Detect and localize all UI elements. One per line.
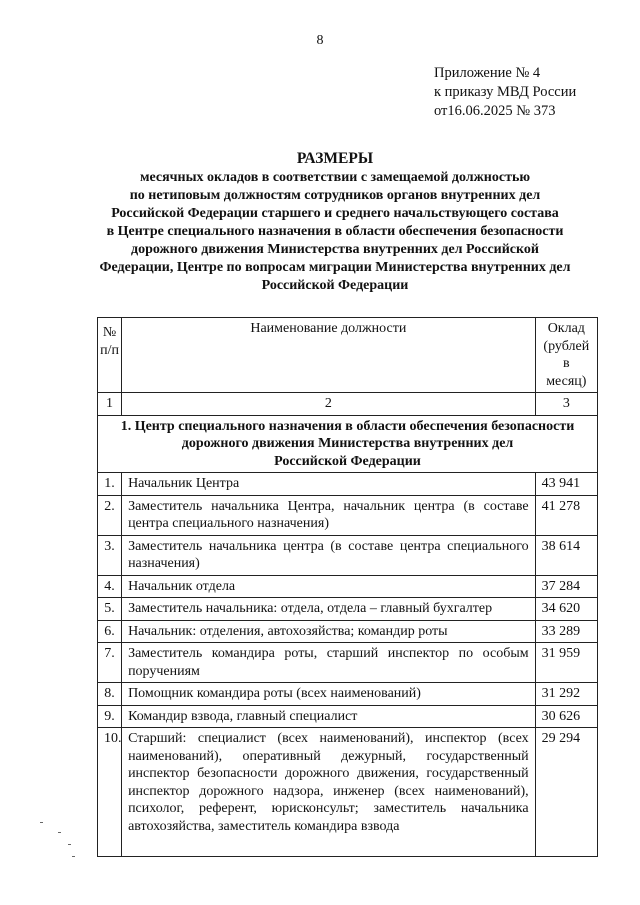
table-row — [98, 598, 598, 621]
table-row — [98, 728, 598, 857]
appendix-line-3: от16.06.2025 № 373 — [434, 103, 556, 119]
position-name: Заместитель командира роты, старший инспектор по особым поручениям — [122, 643, 536, 683]
salary-value: 33 289 — [535, 620, 597, 643]
table-row — [98, 473, 598, 496]
header-salary — [535, 318, 597, 393]
heading-line: Российской Федерации старшего и среднего начальствующего состава — [111, 206, 559, 221]
salary-value: 34 620 — [535, 598, 597, 621]
appendix-line-1: Приложение № 4 — [434, 65, 541, 81]
column-number-row — [98, 393, 598, 416]
heading-line: по нетиповым должностям сотрудников органов внутренних дел — [129, 188, 541, 203]
row-number: 3. — [98, 535, 122, 575]
section-title — [98, 415, 598, 473]
document-title: РАЗМЕРЫ — [296, 150, 374, 167]
heading-line: в Центре специального назначения в области обеспечения безопасности — [106, 224, 564, 239]
salary-value: 29 294 — [535, 728, 597, 857]
position-name: Старший: специалист (всех наименований), инспектор (всех наименований), оперативный дежурный, государственный инспектор безопасности дорожного движения, государственный инспектор дорожного надзора, инженер (всех наименований), психолог, референт, юрисконсульт; заместитель начальника автохозяйства, заместитель командира взвода — [122, 728, 536, 857]
header-number-line: п/п — [100, 342, 119, 358]
position-name: Заместитель начальника центра (в составе центра специального назначения) — [122, 535, 536, 575]
row-number: 8. — [98, 683, 122, 706]
appendix-line-2: к приказу МВД России — [434, 84, 577, 100]
scan-specks — [38, 820, 78, 870]
header-number — [98, 318, 122, 393]
table-row — [98, 643, 598, 683]
header-salary-line: (рублей — [543, 338, 590, 354]
table-header-row — [98, 318, 598, 393]
section-title-line: Российской Федерации — [274, 453, 421, 469]
salary-value: 31 959 — [535, 643, 597, 683]
table-row — [98, 705, 598, 728]
salary-value: 30 626 — [535, 705, 597, 728]
row-number: 10. — [98, 728, 122, 857]
position-name: Начальник: отделения, автохозяйства; командир роты — [122, 620, 536, 643]
column-number: 3 — [535, 393, 597, 416]
header-salary-line: Оклад — [547, 321, 585, 336]
position-name: Заместитель начальника Центра, начальник центра (в составе центра специального назначения) — [122, 495, 536, 535]
salary-value: 41 278 — [535, 495, 597, 535]
header-number-line: № — [102, 325, 117, 340]
heading-line: дорожного движения Министерства внутренних дел Российской — [131, 242, 539, 257]
position-name: Начальник отдела — [122, 575, 536, 598]
column-number: 2 — [122, 393, 536, 416]
column-number: 1 — [98, 393, 122, 416]
table-row — [98, 620, 598, 643]
table-row — [98, 495, 598, 535]
appendix-block — [434, 64, 576, 121]
document-heading — [90, 150, 580, 295]
table-row — [98, 683, 598, 706]
salary-value: 43 941 — [535, 473, 597, 496]
section-title-line: 1. Центр специального назначения в области обеспечения безопасности — [120, 418, 575, 434]
row-number: 9. — [98, 705, 122, 728]
section-row — [98, 415, 598, 473]
row-number: 6. — [98, 620, 122, 643]
heading-line: Российской Федерации — [261, 278, 409, 293]
position-name: Помощник командира роты (всех наименований) — [122, 683, 536, 706]
salary-value: 31 292 — [535, 683, 597, 706]
heading-line: месячных окладов в соответствии с замещаемой должностью — [139, 170, 531, 185]
page-number: 8 — [316, 33, 324, 48]
table-row — [98, 535, 598, 575]
row-number: 2. — [98, 495, 122, 535]
table-row — [98, 575, 598, 598]
salary-value: 38 614 — [535, 535, 597, 575]
row-number: 5. — [98, 598, 122, 621]
row-number: 1. — [98, 473, 122, 496]
section-title-line: дорожного движения Министерства внутренних дел — [181, 436, 514, 451]
position-name: Командир взвода, главный специалист — [122, 705, 536, 728]
header-salary-line: в месяц) — [546, 356, 587, 389]
salary-value: 37 284 — [535, 575, 597, 598]
row-number: 4. — [98, 575, 122, 598]
row-number: 7. — [98, 643, 122, 683]
header-position-name: Наименование должности — [122, 318, 536, 393]
heading-line: Федерации, Центре по вопросам миграции Министерства внутренних дел — [99, 260, 571, 275]
salary-table — [97, 317, 598, 857]
position-name: Начальник Центра — [122, 473, 536, 496]
position-name: Заместитель начальника: отдела, отдела – главный бухгалтер — [122, 598, 536, 621]
